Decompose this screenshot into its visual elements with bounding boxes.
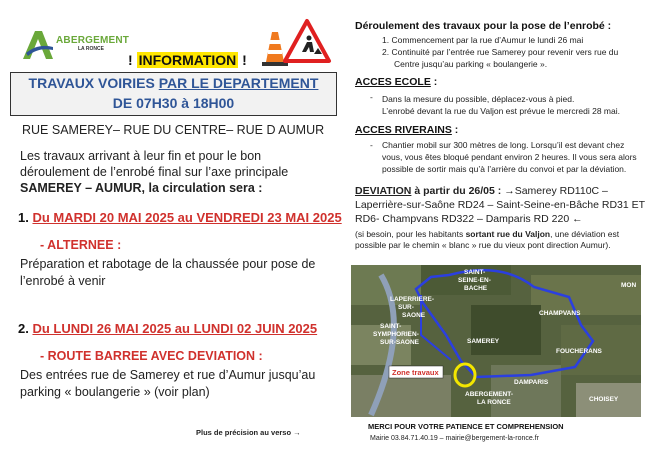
period-2-mode: - ROUTE BARREE AVEC DEVIATION : — [40, 349, 263, 363]
deroulement-list — [382, 34, 652, 70]
riverains-text: Chantier mobil sur 300 mètres de long. Lorsqu’il est devant chez vous, vous êtes bloqué pendant environ 2 heures. Il vous sera alors possible de sortir mais qu’à l’arrière du convoi et par la déviation. — [382, 140, 637, 174]
deviation-map — [351, 265, 641, 417]
list-item: Centre jusqu’au parking « boulangerie ». — [394, 59, 548, 69]
period-2-description: Des entrées rue de Samerey et rue d’Aumur jusqu’au parking « boulangerie » (voir plan) — [20, 368, 316, 399]
period-1-mode: - ALTERNEE : — [40, 238, 122, 252]
works-hours: DE 07H30 à 18H00 — [112, 95, 235, 111]
deviation-note: (si besoin, pour les habitants sortant rue du Valjon, une déviation est possible par le chemin « blanc » rue du vieux pont direction Aumur). — [355, 229, 620, 250]
works-title-box — [10, 72, 337, 116]
deroulement-heading: Déroulement des travaux pour la pose de l’enrobé : — [355, 20, 612, 32]
map-label-saint-symphorien-1: SAINT- — [380, 323, 402, 330]
map-label-abergement-1: ABERGEMENT- — [465, 391, 514, 398]
information-heading: ! INFORMATION ! — [128, 52, 247, 68]
list-item: 1. Commencement par la rue d’Aumur le lundi 26 mai — [382, 35, 584, 45]
roadwork-icon — [258, 18, 332, 68]
deviation-block: DEVIATION à partir du 26/05 : →Samerey RD110C – Laperrière-sur-Saône RD24 – Saint-Seine-en-Bâche RD31 ET RD6- Champvans RD322 – Damparis RD 220 ← — [355, 185, 646, 225]
period-1-dates: 1. Du MARDI 20 MAI 2025 au VENDREDI 23 MAI 2025 — [18, 210, 342, 225]
logo-name: ABERGEMENT — [56, 35, 130, 46]
map-label-samerey: SAMEREY — [467, 338, 500, 345]
roadwork-sign-icon — [285, 21, 329, 61]
map-label-saint-symphorien-2: SYMPHORIEN- — [373, 331, 419, 338]
map-label-saint-symphorien-3: SUR-SAONE — [380, 339, 420, 346]
map-label-saint-seine-2: SEINE-EN- — [458, 277, 491, 284]
map-label-champvans: CHAMPVANS — [539, 310, 581, 317]
verso-note: Plus de précision au verso → — [196, 428, 301, 437]
works-title: TRAVAUX VOIRIES PAR LE DEPARTEMENT — [28, 75, 319, 91]
logo-subtitle: LA RONCE — [78, 46, 104, 52]
map-label-saint-seine-1: SAINT- — [464, 269, 486, 276]
map-label-laperriere-3: SAONE — [402, 312, 426, 319]
mairie-contact: Mairie 03.84.71.40.19 – mairie@bergement-la-ronce.fr — [370, 435, 539, 442]
list-item: 2. Continuité par l’entrée rue Samerey pour revenir vers rue du — [382, 47, 619, 57]
ecole-heading: ACCES ECOLE : — [355, 76, 438, 88]
thanks-line: MERCI POUR VOTRE PATIENCE ET COMPREHENSION — [368, 422, 564, 431]
ecole-text: Dans la mesure du possible, déplacez-vous à pied. L’enrobé devant la rue du Valjon est prévue le mercredi 28 mai. — [382, 94, 620, 116]
ecole-dash: - — [370, 92, 373, 102]
commune-logo — [20, 26, 130, 66]
map-svg — [351, 265, 641, 417]
map-label-damparis: DAMPARIS — [514, 379, 549, 386]
map-label-abergement-2: LA RONCE — [477, 399, 511, 406]
map-label-laperriere-2: SUR- — [398, 304, 414, 311]
street-list: RUE SAMEREY– RUE DU CENTRE– RUE D AUMUR — [22, 123, 325, 137]
intro-paragraph: Les travaux arrivant à leur fin et pour le bon déroulement de l’enrobé final sur l’axe principale SAMEREY – AUMUR, la circulation sera : — [20, 149, 289, 195]
period-2-dates: 2. Du LUNDI 26 MAI 2025 au LUNDI 02 JUIN 2025 — [18, 321, 318, 336]
map-label-choisey: CHOISEY — [589, 396, 619, 403]
map-label-mon: MON — [621, 282, 637, 289]
map-label-laperriere-1: LAPERRIERE- — [390, 296, 435, 303]
map-label-foucherans: FOUCHERANS — [556, 348, 602, 355]
map-label-saint-seine-3: BACHE — [464, 285, 488, 292]
riverains-heading: ACCES RIVERAINS : — [355, 124, 459, 136]
map-label-zone-travaux: Zone travaux — [392, 368, 439, 377]
period-1-description: Préparation et rabotage de la chaussée pour pose de l’enrobé à venir — [20, 257, 316, 288]
riverains-dash: - — [370, 140, 373, 150]
abergement-logo-icon — [20, 26, 56, 62]
